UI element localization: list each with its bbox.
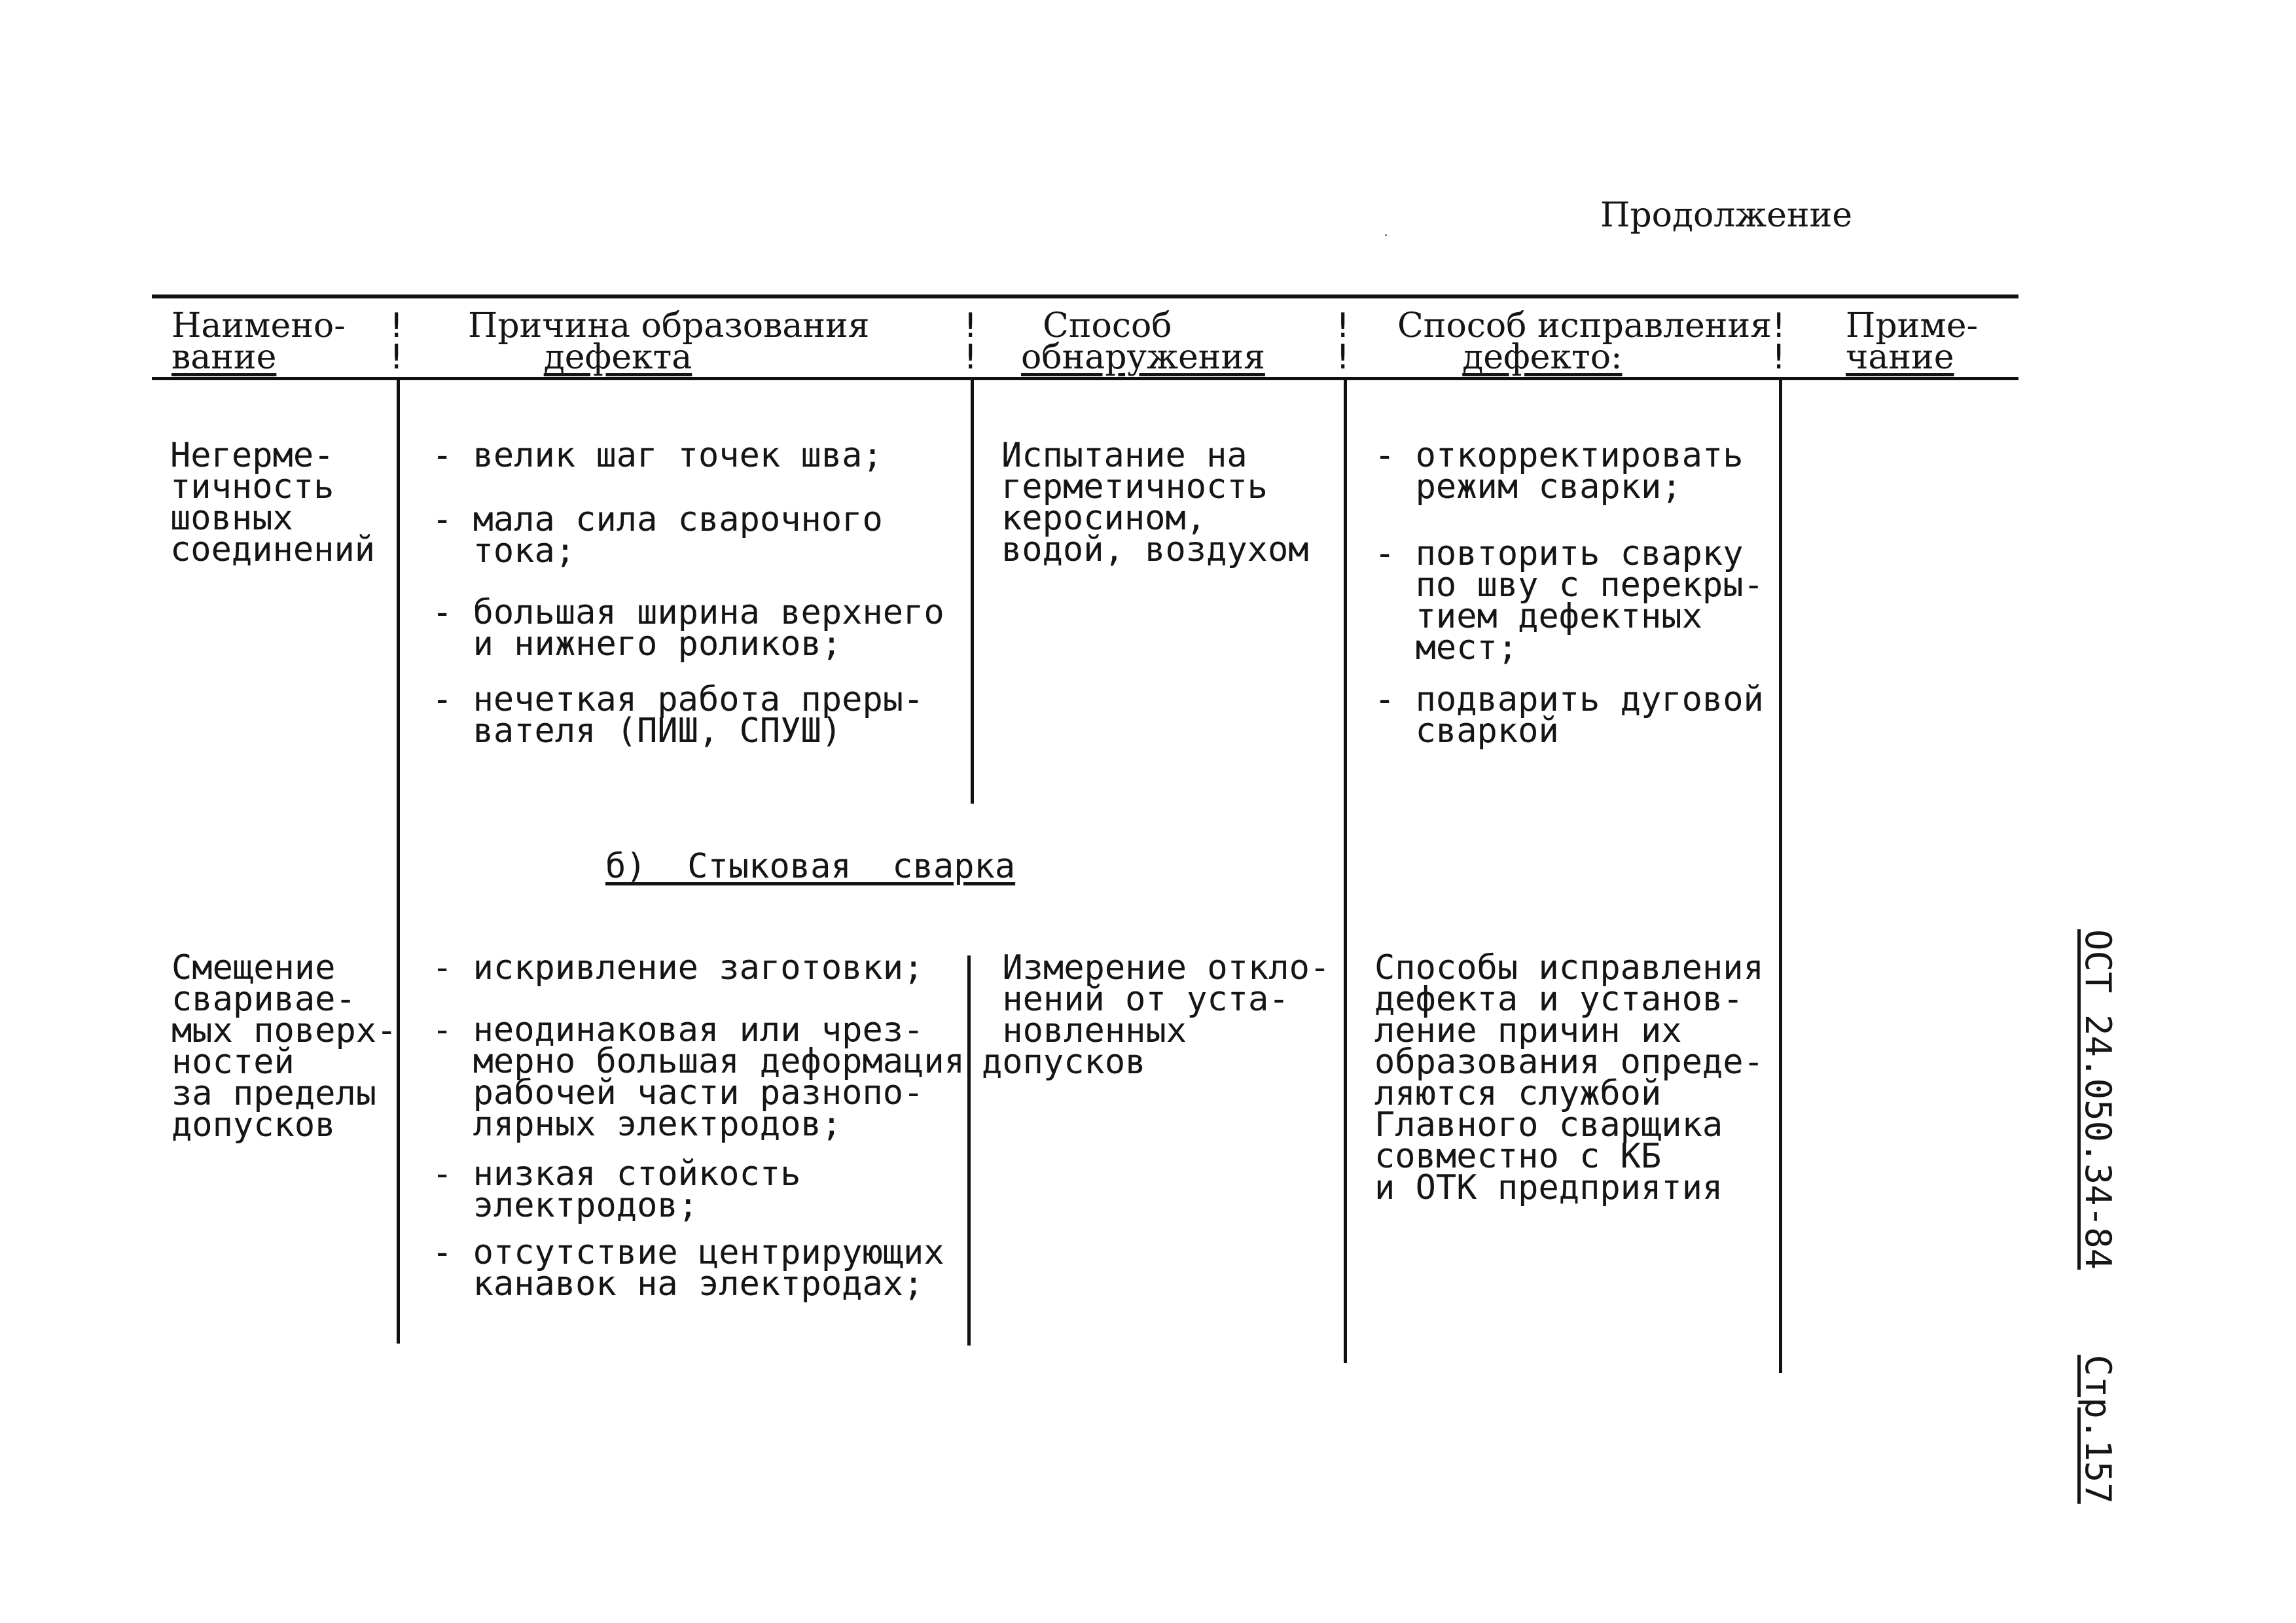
header-separator: ! ! xyxy=(1333,306,1354,377)
header-separator: ! ! xyxy=(386,306,407,377)
row2-cause-item: - искривление заготовки; xyxy=(432,948,924,988)
column-rule xyxy=(1779,378,1782,1373)
row1-correction-item: - подварить дуговой сваркой xyxy=(1374,680,1764,751)
header-name: Наимено- вание xyxy=(171,306,346,377)
side-document-code: ОСТ 24.050.34-84 Стр.157 xyxy=(2077,929,2119,1504)
row1-name: Негерме- тичность шовных соединений xyxy=(170,436,376,569)
header-correction: Способ исправления дефекто: xyxy=(1397,306,1772,377)
column-rule xyxy=(967,955,971,1346)
row1-detection: Испытание на герметичность керосином, водой, воздухом xyxy=(1001,436,1309,569)
column-rule xyxy=(1344,378,1347,1363)
row1-correction-item: - откорректировать режим сварки; xyxy=(1374,436,1744,507)
header-cause: Причина образования дефекта xyxy=(468,306,870,377)
row1-cause-item: - мала сила сварочного тока; xyxy=(432,500,883,571)
header-detection: Способ обнаружения xyxy=(1021,306,1265,377)
header-separator: ! ! xyxy=(1768,306,1789,377)
row2-detection: Измерение откло- нений от уста- новленных допусков xyxy=(982,948,1331,1082)
row2-correction: Способы исправления дефекта и установ- ление причин их образования опреде- ляются службой Главного сварщика совместно с КБ и ОТК предприятия xyxy=(1374,948,1764,1207)
table-top-rule xyxy=(152,294,2018,298)
scan-speck xyxy=(1385,234,1387,236)
header-separator: ! ! xyxy=(960,306,981,377)
row1-correction-item: - повторить сварку по шву с перекры- тием дефектных мест; xyxy=(1374,534,1764,668)
row2-cause-item: - низкая стойкость электродов; xyxy=(432,1154,801,1225)
row1-cause-item: - нечеткая работа преры- вателя (ПИШ, СПУШ) xyxy=(432,680,924,751)
row1-cause-item: - велик шаг точек шва; xyxy=(432,436,883,475)
table-header-rule xyxy=(152,377,2018,380)
section-title: б) Стыковая сварка xyxy=(605,847,1016,886)
row1-cause-item: - большая ширина верхнего и нижнего роликов; xyxy=(432,593,944,664)
row2-cause-item: - неодинаковая или чрез- мерно большая деформация рабочей части разнопо- лярных электродов; xyxy=(432,1010,965,1144)
column-rule xyxy=(397,378,400,1344)
column-rule xyxy=(971,378,974,804)
row2-cause-item: - отсутствие центрирующих канавок на электродах; xyxy=(432,1233,944,1304)
row2-name: Смещение сваривае- мых поверх- ностей за пределы допусков xyxy=(171,948,397,1145)
header-note: Приме- чание xyxy=(1846,306,1979,377)
continuation-label: Продолжение xyxy=(1600,196,1852,235)
